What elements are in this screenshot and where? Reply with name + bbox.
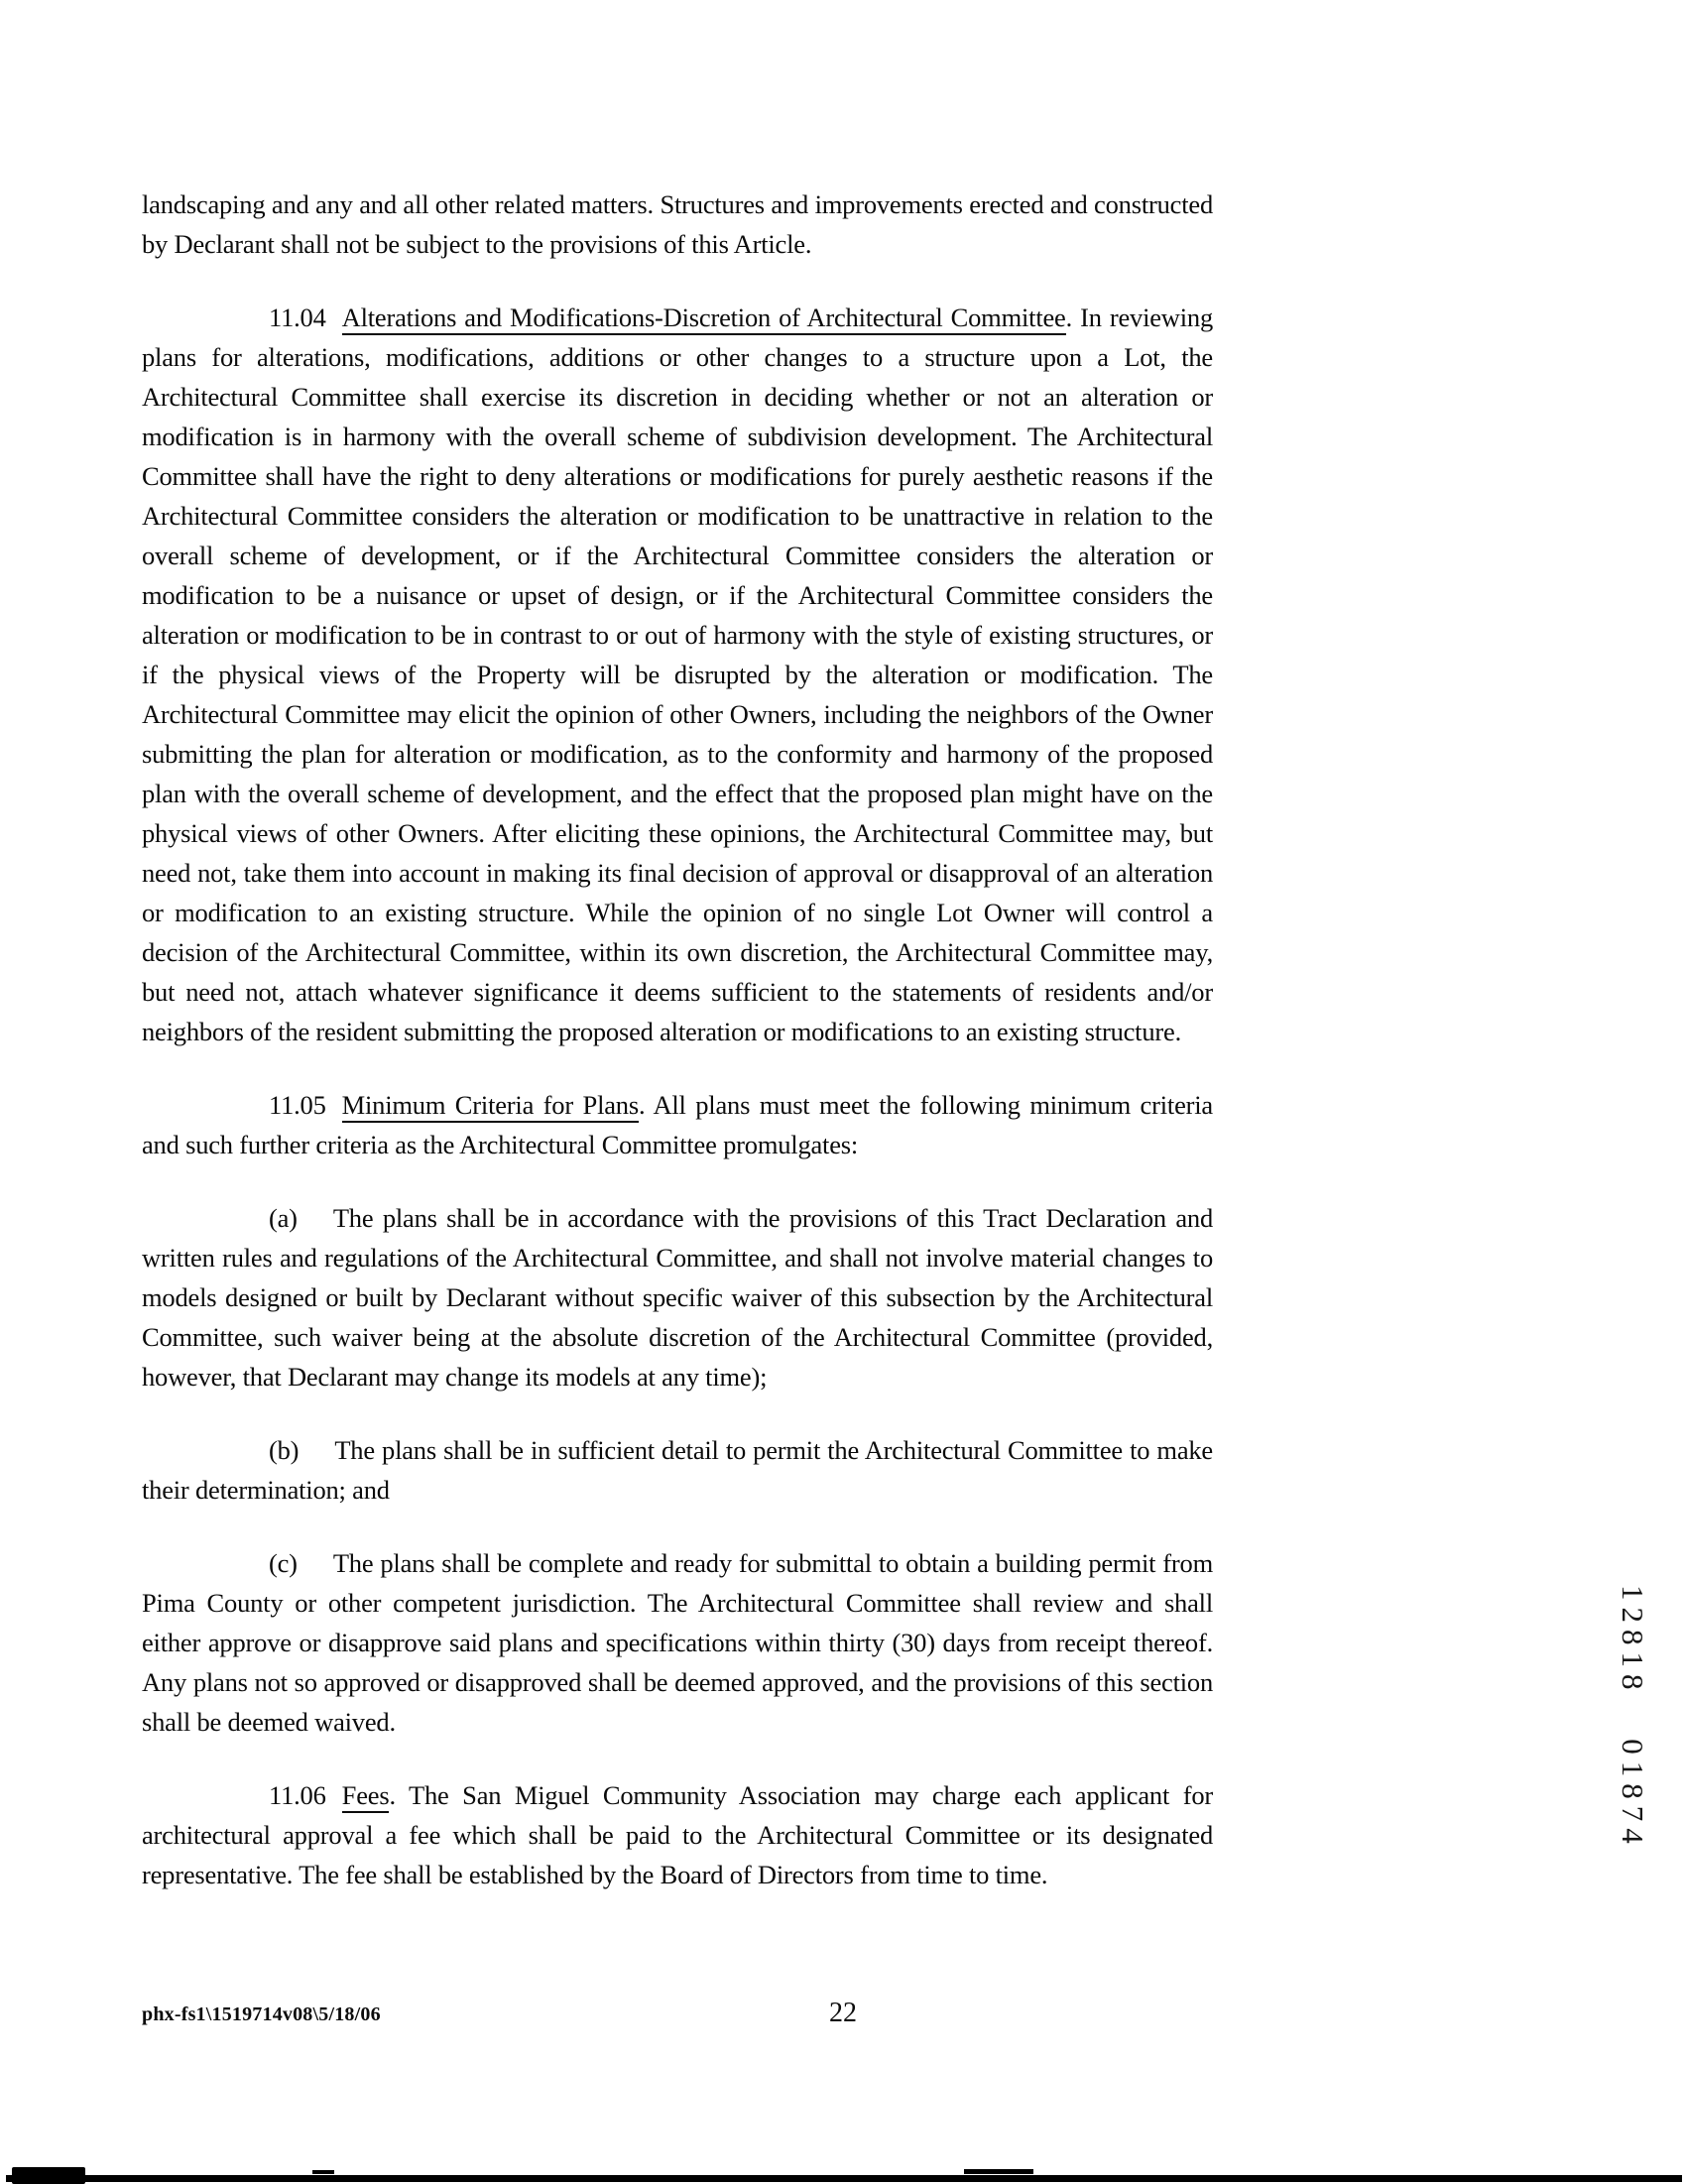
document-body — [142, 184, 1213, 1928]
subsection-c — [142, 1543, 1213, 1742]
section-11-04 — [142, 298, 1213, 1051]
subsection-label: (a) — [269, 1203, 298, 1233]
section-11-05 — [142, 1085, 1213, 1164]
section-text: . In reviewing plans for alterations, modifications, additions or other changes to a structure upon a Lot, the Architectural Committee shall exercise its discretion in deciding whether or not an alteration or modification is in harmony with the overall scheme of subdivision development. The Architectural Committee shall have the right to deny alterations or modifications for purely aesthetic reasons if the Architectural Committee considers the alteration or modification to be unattractive in relation to the overall scheme of development, or if the Architectural Committee considers the alteration or modification to be a nuisance or upset of design, or if the Architectural Committee considers the alteration or modification to be in contrast to or out of harmony with the style of existing structures, or if the physical views of the Property will be disrupted by the alteration or modification. The Architectural Committee may elicit the opinion of other Owners, including the neighbors of the Owner submitting the plan for alteration or modification, as to the conformity and harmony of the proposed plan with the overall scheme of development, and the effect that the proposed plan might have on the physical views of other Owners. After eliciting these opinions, the Architectural Committee may, but need not, take them into account in making its final decision of approval or disapproval of an alteration or modification to an existing structure. While the opinion of no single Lot Owner will control a decision of the Architectural Committee, within its own discretion, the Architectural Committee may, but need not, attach whatever significance it deems sufficient to the statements of residents and/or neighbors of the resident submitting the proposed alteration or modifications to an existing structure. — [142, 303, 1213, 1046]
section-text: . The San Miguel Community Association may charge each applicant for architectural approval a fee which shall be paid to the Architectural Committee or its designated representative. The fee shall be established by the Board of Directors from time to time. — [142, 1780, 1213, 1889]
subsection-text: The plans shall be in accordance with the provisions of this Tract Declaration and written rules and regulations of the Architectural Committee, and shall not involve material changes to models designed or built by Declarant without specific waiver of this subsection by the Architectural Committee, such waiver being at the absolute discretion of the Architectural Committee (provided, however, that Declarant may change its models at any time); — [142, 1203, 1213, 1392]
footer-doc-reference: phx-fs1\1519714v08\5/18/06 — [142, 2003, 381, 2025]
subsection-b — [142, 1430, 1213, 1510]
recorder-stamp: 12818 01874 — [1616, 1585, 1650, 1851]
paragraph-continuation: landscaping and any and all other related matters. Structures and improvements erected and constructed by Declarant shall not be subject to the provisions of this Article. — [142, 189, 1213, 259]
scan-artifact-left-blob — [12, 2167, 85, 2184]
section-text: . All plans must meet the following minimum criteria and such further criteria as the Architectural Committee promulgates: — [142, 1090, 1213, 1159]
subsection-a — [142, 1198, 1213, 1396]
section-number: 11.05 — [269, 1090, 326, 1120]
scan-artifact-bottom-bar — [6, 2175, 1682, 2182]
section-11-06 — [142, 1775, 1213, 1894]
subsection-text: The plans shall be in sufficient detail to permit the Architectural Committee to make their determination; and — [142, 1435, 1213, 1505]
section-number: 11.04 — [269, 303, 326, 332]
page-number: 22 — [829, 1998, 857, 2028]
subsection-label: (b) — [269, 1435, 300, 1465]
scan-artifact-dash — [312, 2170, 334, 2174]
scan-artifact-dash — [964, 2169, 1033, 2174]
section-title: Minimum Criteria for Plans — [342, 1090, 639, 1123]
subsection-label: (c) — [269, 1548, 298, 1578]
section-title: Fees — [342, 1780, 390, 1813]
section-title: Alterations and Modifications-Discretion of Architectural Committee — [342, 303, 1066, 335]
section-number: 11.06 — [269, 1780, 326, 1810]
subsection-text: The plans shall be complete and ready for submittal to obtain a building permit from Pima County or other competent jurisdiction. The Architectural Committee shall review and shall either approve or disapprove said plans and specifications within thirty (30) days from receipt thereof. Any plans not so approved or disapproved shall be deemed approved, and the provisions of this section shall be deemed waived. — [142, 1548, 1213, 1737]
